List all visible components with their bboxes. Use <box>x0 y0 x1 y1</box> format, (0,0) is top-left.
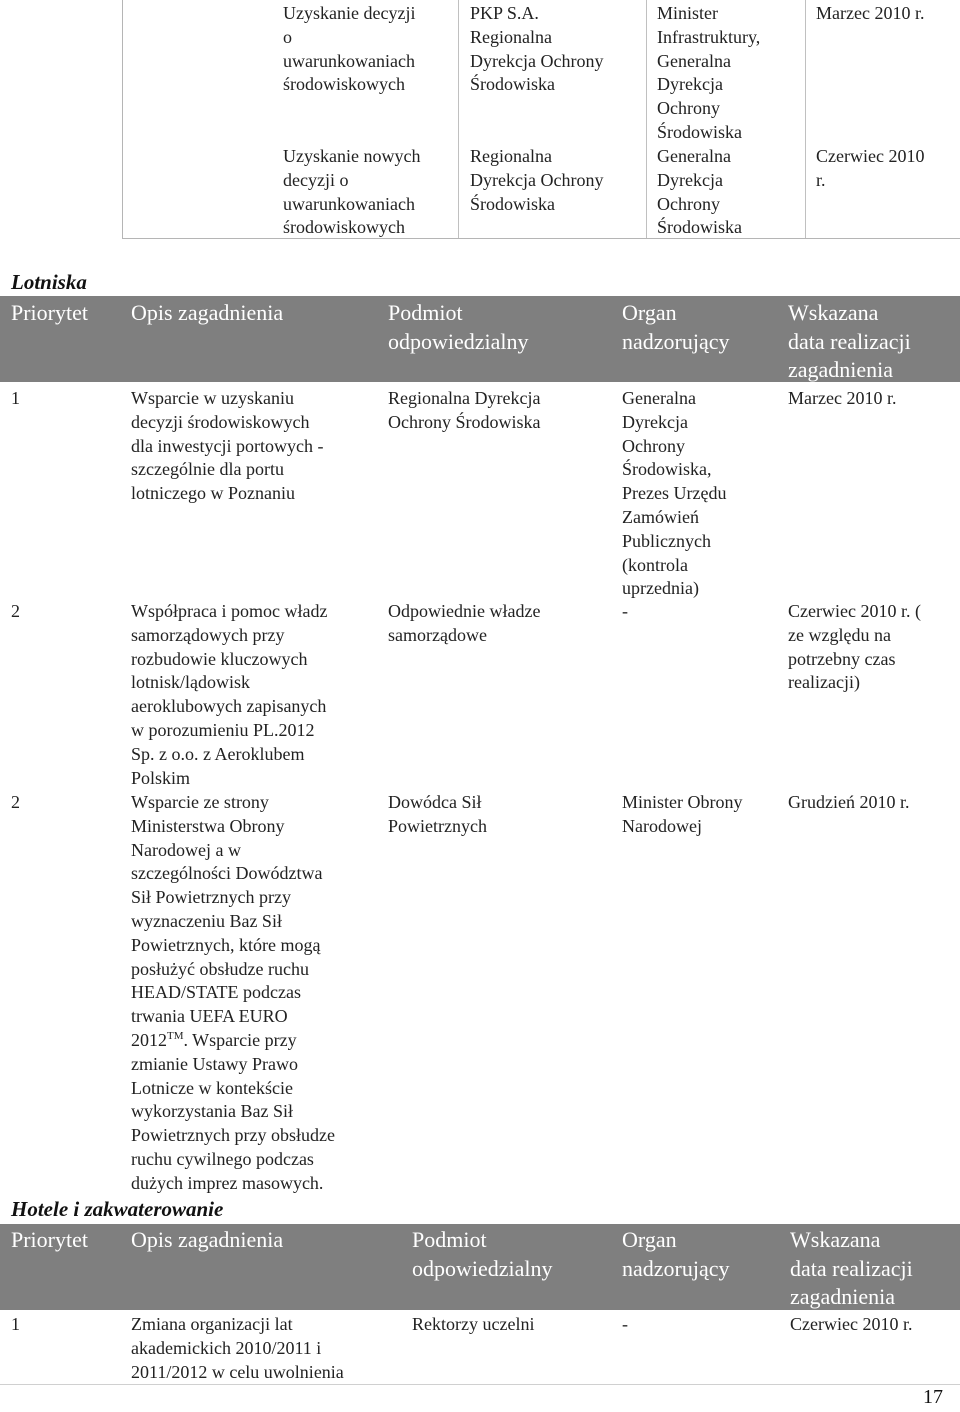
top-row1-opis: Uzyskanie decyzji o uwarunkowaniach środowiskowych <box>283 3 416 95</box>
hotele-header-organ: Organ nadzorujący <box>622 1227 730 1281</box>
lotniska-row2-organ: - <box>622 601 628 621</box>
top-row2-organ: Generalna Dyrekcja Ochrony Środowiska <box>657 146 742 238</box>
top-row1-organ: Minister Infrastruktury, Generalna Dyrekcja Ochrony Środowiska <box>657 3 761 142</box>
lotniska-row1-priorytet: 1 <box>11 388 20 408</box>
lotniska-row3-priorytet: 2 <box>11 792 20 812</box>
top-row2-data: Czerwiec 2010 r. <box>816 146 925 190</box>
lotniska-row3-organ: Minister Obrony Narodowej <box>622 792 743 836</box>
lotniska-header-data: Wskazana data realizacji zagadnienia <box>788 300 911 382</box>
table-bottom-rule <box>0 1384 960 1385</box>
section-title-hotele: Hotele i zakwaterowanie <box>11 1197 224 1221</box>
top-row1-podmiot: PKP S.A. Regionalna Dyrekcja Ochrony Środowiska <box>470 3 604 95</box>
top-row2-opis: Uzyskanie nowych decyzji o uwarunkowaniach środowiskowych <box>283 146 421 238</box>
hotele-row1-priorytet: 1 <box>11 1314 20 1334</box>
lotniska-row2-priorytet: 2 <box>11 601 20 621</box>
top-row2-podmiot: Regionalna Dyrekcja Ochrony Środowiska <box>470 146 604 214</box>
hotele-header-priorytet: Priorytet <box>11 1227 88 1252</box>
lotniska-row3-opis-part2: . Wsparcie przy zmianie Ustawy Prawo Lotnicze w kontekście wykorzystania Baz Sił Powietrznych przy obsłudze ruchu cywilnego podczas dużych imprez masowych. <box>131 1029 335 1193</box>
lotniska-row1-podmiot: Regionalna Dyrekcja Ochrony Środowiska <box>388 388 541 432</box>
lotniska-header-opis: Opis zagadnienia <box>131 300 284 325</box>
hotele-row1-opis: Zmiana organizacji lat akademickich 2010/2011 i 2011/2012 w celu uwolnienia <box>131 1314 344 1382</box>
hotele-header-podmiot: Podmiot odpowiedzialny <box>412 1227 553 1281</box>
lotniska-row1-organ: Generalna Dyrekcja Ochrony Środowiska, Prezes Urzędu Zamówień Publicznych (kontrola uprzednia) <box>622 388 727 599</box>
hotele-header-data: Wskazana data realizacji zagadnienia <box>790 1227 913 1309</box>
hotele-row1-data: Czerwiec 2010 r. <box>790 1314 913 1334</box>
top-row1-data: Marzec 2010 r. <box>816 3 925 23</box>
lotniska-row3-podmiot: Dowódca Sił Powietrznych <box>388 792 487 836</box>
column-divider <box>646 0 647 238</box>
lotniska-row2-podmiot: Odpowiednie władze samorządowe <box>388 601 541 645</box>
lotniska-header-priorytet: Priorytet <box>11 300 88 325</box>
hotele-header-opis: Opis zagadnienia <box>131 1227 284 1252</box>
lotniska-row3-opis-part1: Wsparcie ze strony Ministerstwa Obrony Narodowej a w szczególności Dowództwa Sił Powietrznych przy wyznaczeniu Baz Sił Powietrznych, które mogą posłużyć obsłudze ruchu HEAD/STATE podczas trwania UEFA EURO 2012 <box>131 792 323 1050</box>
lotniska-row2-opis: Współpraca i pomoc władz samorządowych przy rozbudowie kluczowych lotnisk/lądowisk aeroklubowych zapisanych w porozumieniu PL.2012 Sp. z o.o. z Aeroklubem Polskim <box>131 601 328 788</box>
column-divider <box>805 0 806 238</box>
page-number: 17 <box>923 1386 943 1408</box>
lotniska-row3-opis <box>131 791 381 1196</box>
hotele-row1-organ: - <box>622 1314 628 1334</box>
lotniska-header-podmiot: Podmiot odpowiedzialny <box>388 300 529 354</box>
lotniska-header-organ: Organ nadzorujący <box>622 300 730 354</box>
hotele-row1-podmiot: Rektorzy uczelni <box>412 1314 535 1334</box>
section-title-lotniska: Lotniska <box>11 270 87 294</box>
lotniska-row3-data: Grudzień 2010 r. <box>788 792 910 812</box>
lotniska-row1-data: Marzec 2010 r. <box>788 388 897 408</box>
column-divider <box>458 0 459 238</box>
lotniska-row1-opis: Wsparcie w uzyskaniu decyzji środowiskowych dla inwestycji portowych - szczególnie dla portu lotniczego w Poznaniu <box>131 388 324 504</box>
lotniska-row2-data: Czerwiec 2010 r. ( ze względu na potrzebny czas realizacji) <box>788 601 921 693</box>
trademark-superscript: TM <box>167 1029 184 1042</box>
